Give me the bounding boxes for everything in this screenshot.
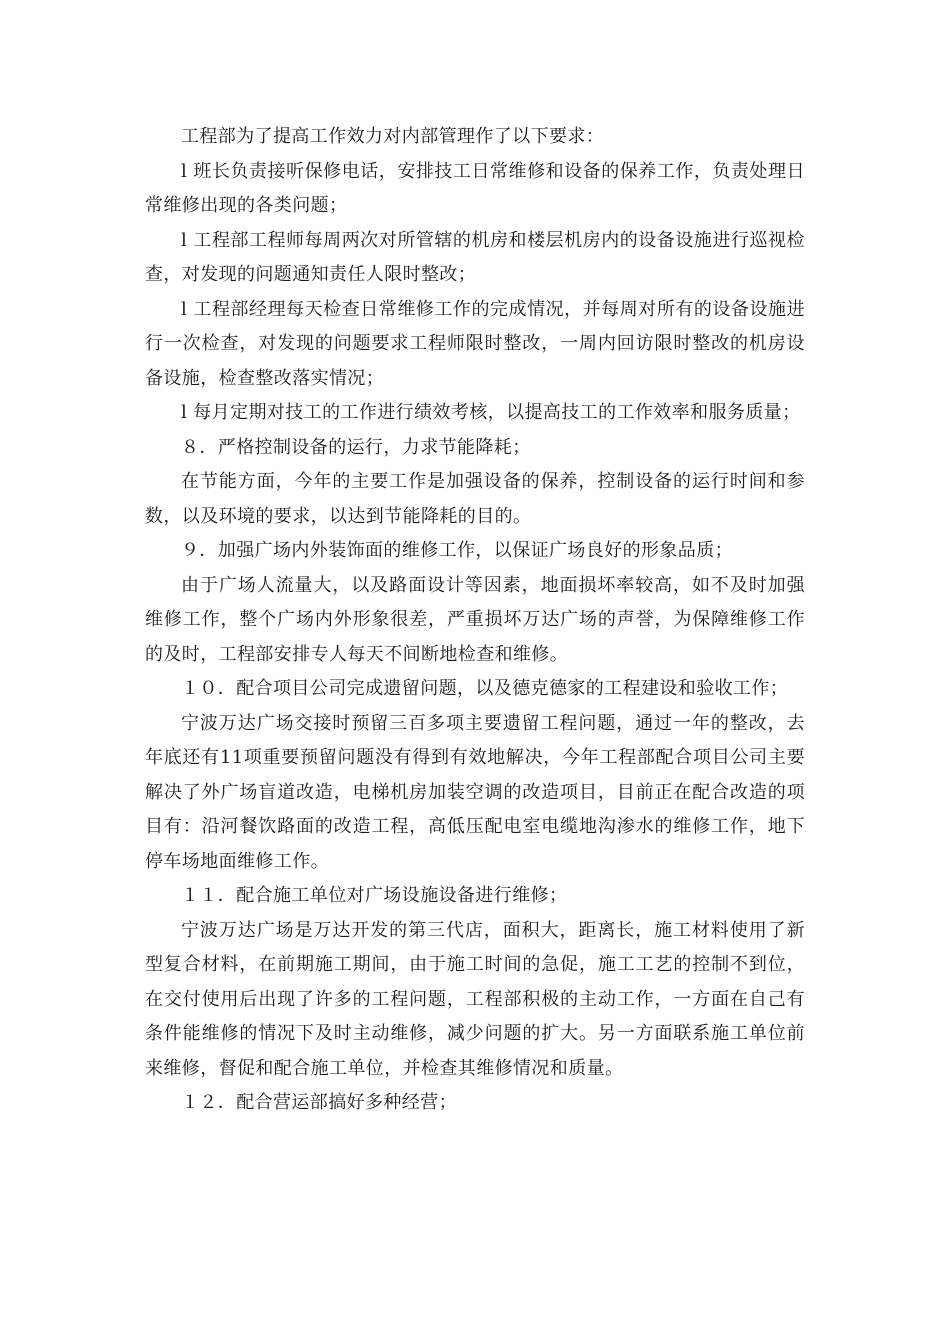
paragraph: l 工程部工程师每周两次对所管辖的机房和楼层机房内的设备设施进行巡视检查，对发现的问题通知责任人限时整改； [145, 229, 805, 285]
paragraph: 宁波万达广场是万达开发的第三代店，面积大，距离长，施工材料使用了新型复合材料，在前期施工期间，由于施工时间的急促，施工工艺的控制不到位，在交付使用后出现了许多的工程问题，工程部积极的主动工作，一方面在自己有条件能维修的情况下及时主动维修，减少问题的扩大。另一方面联系施工单位前来维修，督促和配合施工单位，并检查其维修情况和质量。 [145, 919, 805, 1079]
paragraph: 由于广场人流量大，以及路面设计等因素，地面损坏率较高，如不及时加强维修工作，整个广场内外形象很差，严重损坏万达广场的声誉，为保障维修工作的及时，工程部安排专人每天不间断地检查和维修。 [145, 574, 805, 665]
paragraph: l 工程部经理每天检查日常维修工作的完成情况，并每周对所有的设备设施进行一次检查，对发现的问题要求工程师限时整改，一周内回访限时整改的机房设备设施，检查整改落实情况； [145, 298, 805, 389]
section-heading-10: １０．配合项目公司完成遗留问题，以及德克德家的工程建设和验收工作； [181, 678, 789, 699]
paragraph: 在节能方面，今年的主要工作是加强设备的保养，控制设备的运行时间和参数，以及环境的要求，以达到节能降耗的目的。 [145, 471, 805, 527]
section-heading-9: ９．加强广场内外装饰面的维修工作，以保证广场良好的形象品质； [181, 540, 733, 561]
paragraph: 宁波万达广场交接时预留三百多项主要遗留工程问题，通过一年的整改，去年底还有11项重要预留问题没有得到有效地解决，今年工程部配合项目公司主要解决了外广场盲道改造，电梯机房加装空调的改造项目，目前正在配合改造的项目有：沿河餐饮路面的改造工程，高低压配电室电缆地沟渗水的维修工作，地下停车场地面维修工作。 [145, 712, 805, 872]
section-heading-11: １１．配合施工单位对广场设施设备进行维修； [181, 885, 568, 906]
paragraph: 工程部为了提高工作效力对内部管理作了以下要求： [181, 126, 605, 147]
section-heading-8: ８．严格控制设备的运行，力求节能降耗； [181, 436, 531, 458]
paragraph: l 每月定期对技工的工作进行绩效考核，以提高技工的工作效率和服务质量； [181, 402, 801, 423]
paragraph: l 班长负责接听保修电话，安排技工日常维修和设备的保养工作，负责处理日常维修出现的各类问题； [145, 160, 805, 216]
section-heading-12: １２．配合营运部搞好多种经营； [181, 1092, 457, 1113]
document-body [145, 120, 805, 1121]
